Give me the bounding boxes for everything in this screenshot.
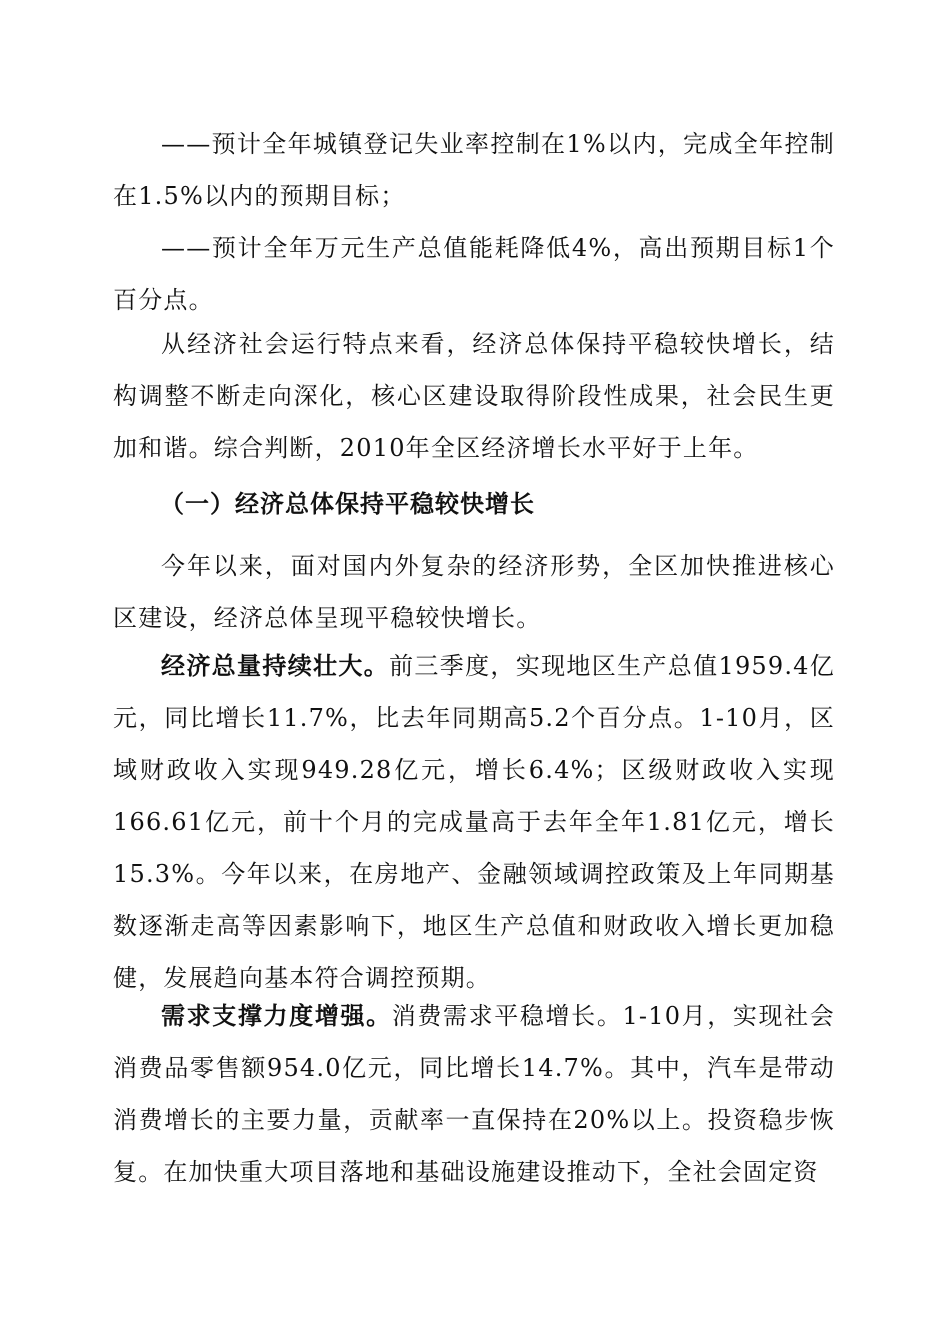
paragraph-lead-demand-support: 需求支撑力度增强。 — [161, 1002, 392, 1030]
paragraph-economic-scale — [113, 640, 835, 1004]
paragraph-section-intro: 今年以来，面对国内外复杂的经济形势，全区加快推进核心区建设，经济总体呈现平稳较快增长。 — [113, 552, 835, 632]
paragraph-demand-support — [113, 990, 835, 1198]
paragraph-overall-assessment: 从经济社会运行特点来看，经济总体保持平稳较快增长，结构调整不断走向深化，核心区建设取得阶段性成果，社会民生更加和谐。综合判断，2010年全区经济增长水平好于上年。 — [113, 330, 835, 462]
section-heading: （一）经济总体保持平稳较快增长 — [160, 490, 535, 518]
paragraph-body-economic-scale: 前三季度，实现地区生产总值1959.4亿元，同比增长11.7%，比去年同期高5.2个百分点。1-10月，区域财政收入实现949.28亿元，增长6.4%；区级财政收入实现166.61亿元，前十个月的完成量高于去年全年1.81亿元，增长15.3%。今年以来，在房地产、金融领域调控政策及上年同期基数逐渐走高等因素影响下，地区生产总值和财政收入增长更加稳健，发展趋向基本符合调控预期。 — [113, 652, 835, 992]
paragraph-lead-economic-scale: 经济总量持续壮大。 — [161, 652, 390, 680]
paragraph-body-demand-support: 消费需求平稳增长。1-10月，实现社会消费品零售额954.0亿元，同比增长14.7%。其中，汽车是带动消费增长的主要力量，贡献率一直保持在20%以上。投资稳步恢复。在加快重大项目落地和基础设施建设推动下，全社会固定资 — [113, 1002, 835, 1186]
paragraph-energy-target: ——预计全年万元生产总值能耗降低4%，高出预期目标1个百分点。 — [113, 234, 835, 314]
paragraph-unemployment-target: ——预计全年城镇登记失业率控制在1%以内，完成全年控制在1.5%以内的预期目标； — [113, 130, 835, 210]
